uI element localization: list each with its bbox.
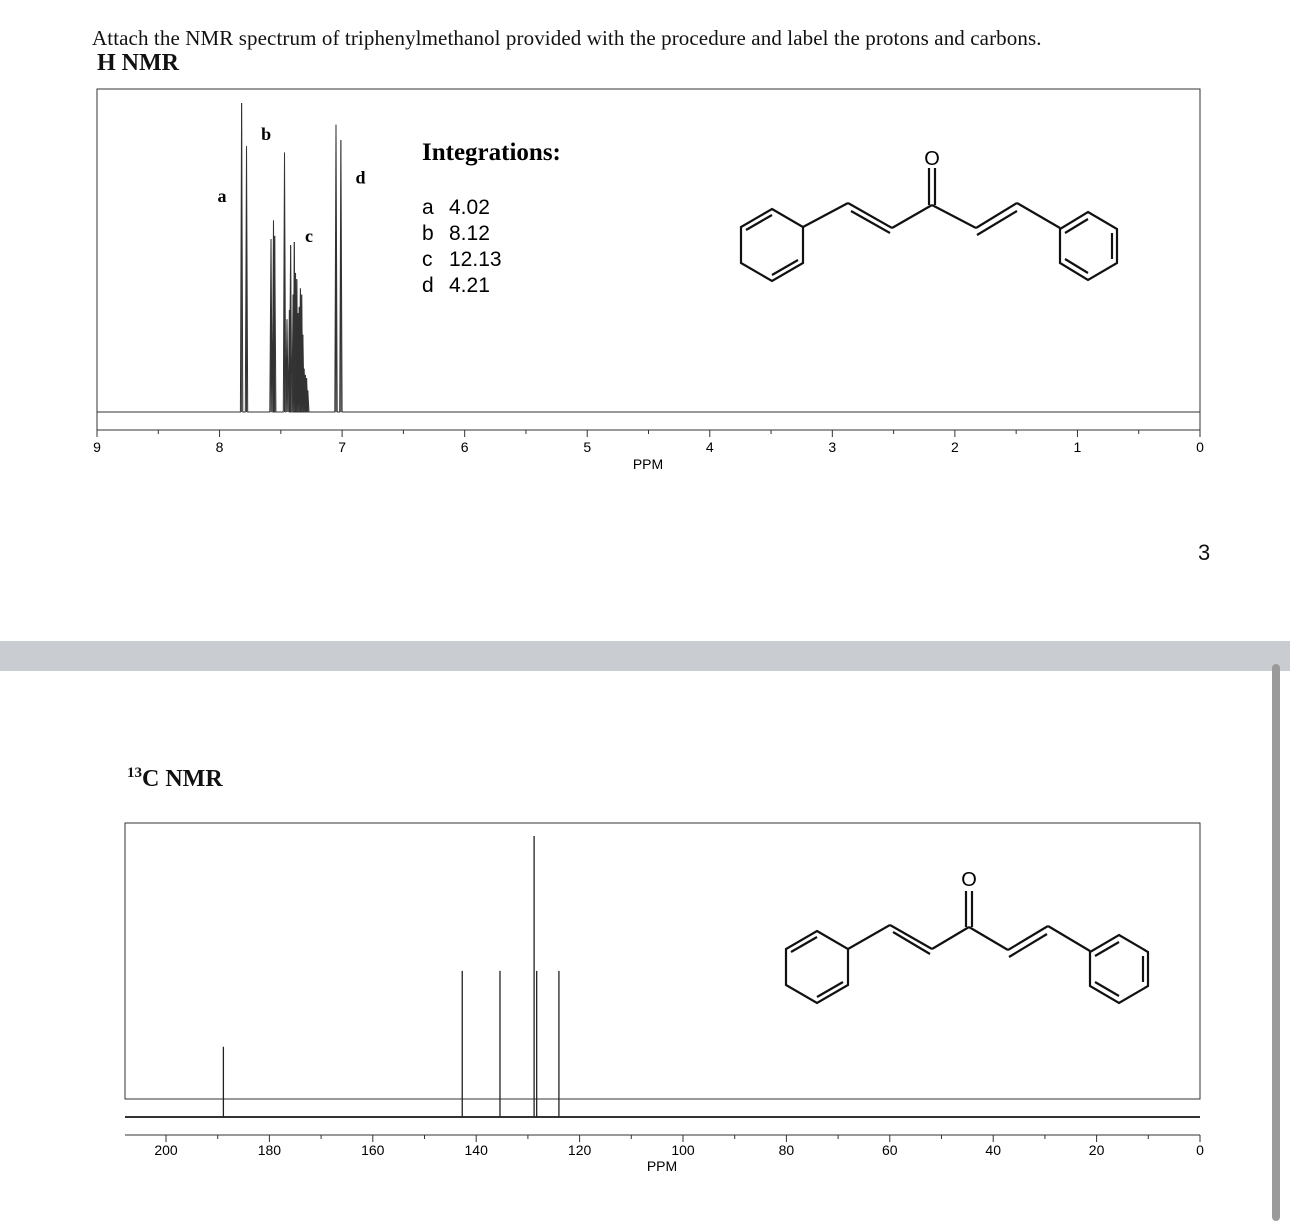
h-peak-label: d [355,167,366,188]
h-tick-label: 8 [215,439,224,455]
h-tick-label: 9 [93,439,101,455]
dibenzylideneacetone-structure-c [786,891,1148,1003]
question-text: Attach the NMR spectrum of triphenylmethanol provided with the procedure and label the protons and carbons. [92,26,1042,50]
h-spectrum-line [97,103,1200,412]
benzene-ring-left [741,209,803,281]
c-tick-label: 160 [361,1142,385,1158]
c-tick-label: 80 [778,1142,795,1158]
oxygen-label-h: O [924,148,940,170]
h-peak-label: a [217,185,227,206]
h-axis-label: PPM [632,456,664,472]
h-tick-label: 6 [460,439,469,455]
benzene-ring-left-c [786,931,848,1003]
h-tick-label: 3 [828,439,837,455]
page-number: 3 [1198,540,1211,565]
benzene-ring-right [1060,212,1117,280]
integrations-list [422,196,502,297]
c-axis [125,1135,1204,1158]
c-peaks [223,836,559,1117]
dibenzylideneacetone-structure-h [741,168,1117,281]
h-nmr-chart [0,0,1290,490]
h-tick-label: 4 [705,439,714,455]
c-nmr-title-text: C NMR [142,766,223,792]
page-2 [0,671,1290,1221]
page-divider [0,641,1290,671]
h-tick-label: 2 [950,439,959,455]
c-tick-label: 100 [671,1142,695,1158]
benzene-ring-right-c [1090,935,1148,1003]
integration-label: b [422,222,434,245]
c-tick-label: 20 [1088,1142,1105,1158]
c-tick-label: 200 [154,1142,178,1158]
vertical-scrollbar[interactable] [1272,664,1280,1221]
c-tick-label: 140 [464,1142,488,1158]
h-peak-label: c [305,226,314,247]
oxygen-label-c: O [961,869,977,891]
h-tick-label: 5 [583,439,592,455]
c-tick-label: 0 [1196,1142,1204,1158]
c-tick-label: 40 [985,1142,1001,1158]
h-tick-label: 1 [1073,439,1082,455]
h-axis [93,430,1204,455]
integration-value: 4.21 [449,274,490,297]
h-tick-label: 7 [338,439,347,455]
c-nmr-title-sup: 13 [127,765,142,781]
integration-value: 4.02 [449,196,490,219]
c-tick-label: 60 [882,1142,898,1158]
integration-value: 12.13 [449,248,502,271]
integrations-title: Integrations: [422,139,561,166]
c-plot-frame [125,823,1200,1099]
integration-label: c [422,248,433,271]
c-axis-label: PPM [646,1158,678,1174]
integration-label: d [422,274,434,297]
integration-label: a [422,196,434,219]
integration-value: 8.12 [449,222,490,245]
c-tick-label: 120 [567,1142,592,1158]
h-tick-label: 0 [1196,439,1204,455]
h-nmr-title: H NMR [97,50,179,76]
c-tick-label: 180 [257,1142,282,1158]
h-peak-label: b [261,124,272,145]
c-nmr-chart [0,671,1290,1221]
